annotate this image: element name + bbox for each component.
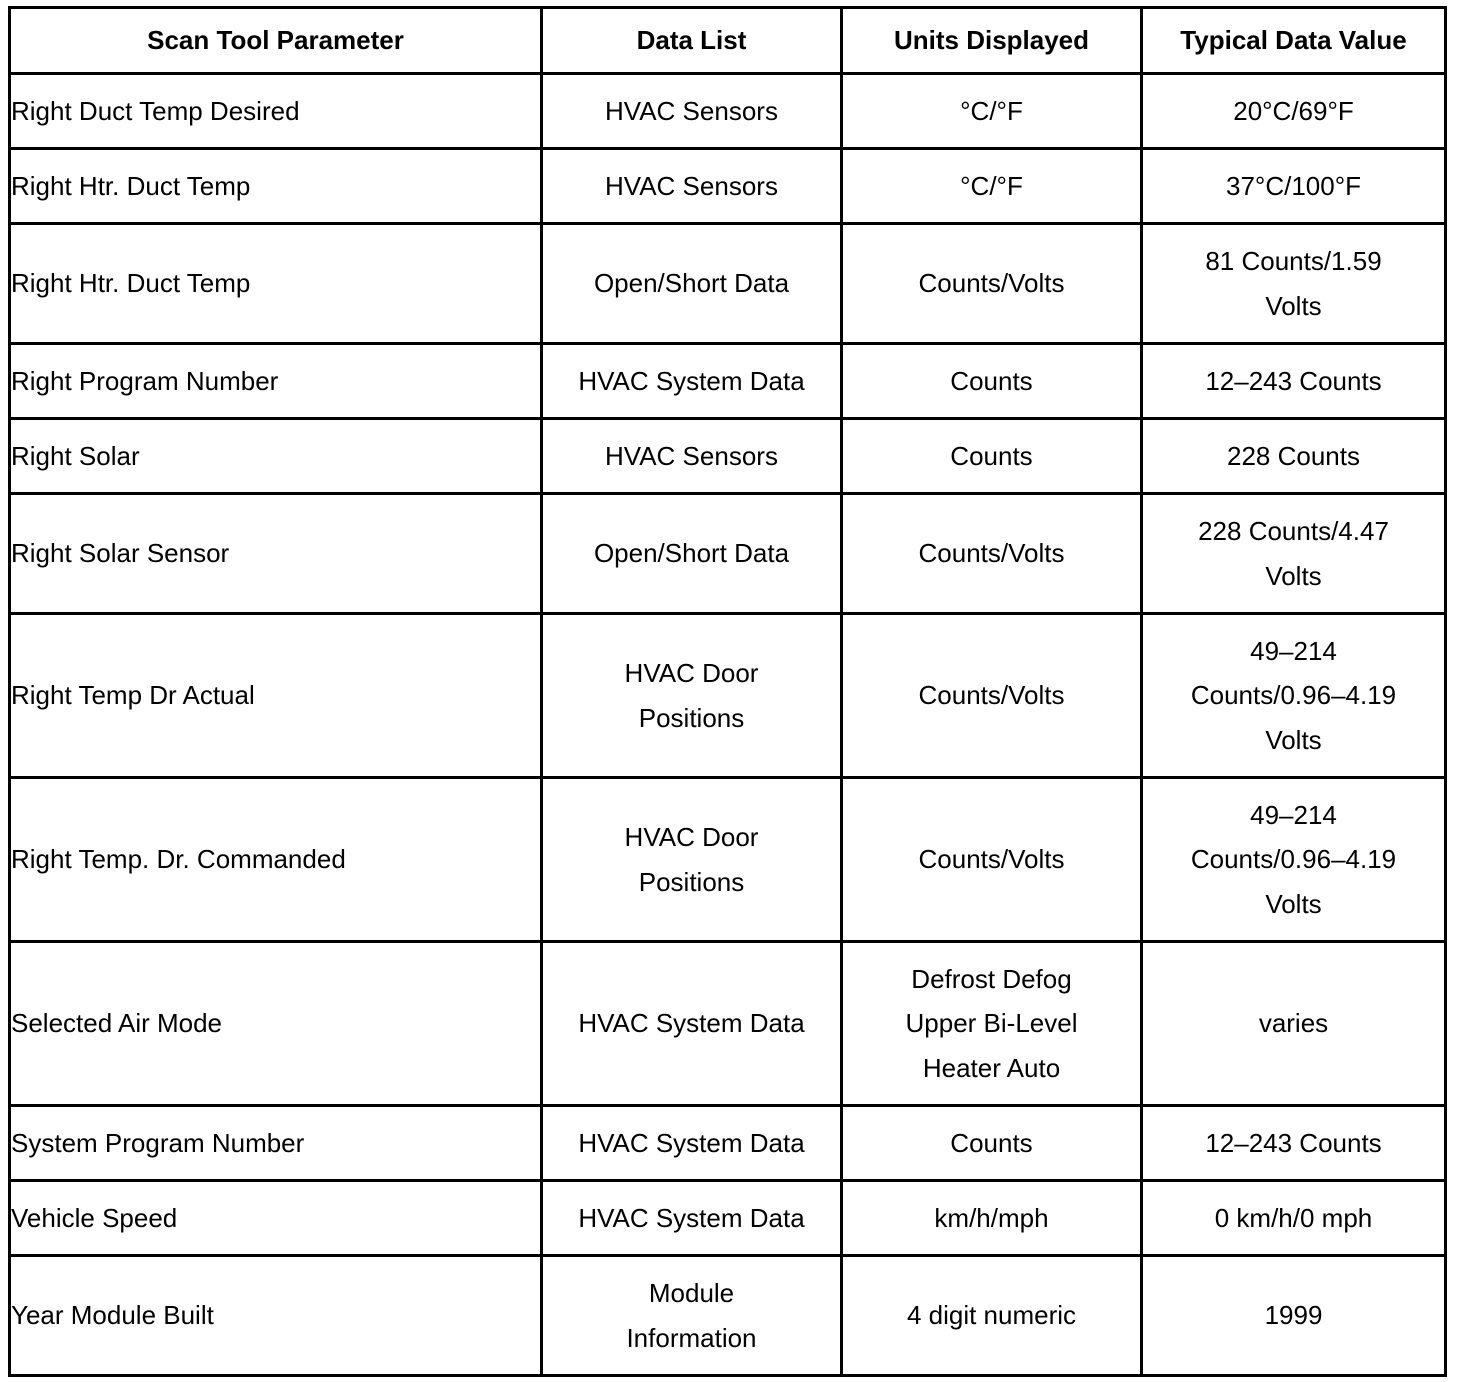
cell-data-list: HVAC Sensors: [542, 74, 842, 149]
cell-parameter: Vehicle Speed: [10, 1181, 542, 1256]
cell-value: [1142, 494, 1446, 614]
cell-units: Counts/Volts: [842, 614, 1142, 778]
cell-value: [1142, 614, 1446, 778]
table-row: [10, 778, 1446, 942]
cell-value: varies: [1142, 942, 1446, 1106]
cell-value: 20°C/69°F: [1142, 74, 1446, 149]
cell-units: Counts: [842, 419, 1142, 494]
cell-units: Counts/Volts: [842, 224, 1142, 344]
cell-parameter: Right Temp Dr Actual: [10, 614, 542, 778]
header-row: [10, 8, 1446, 74]
cell-parameter: System Program Number: [10, 1106, 542, 1181]
cell-parameter: Right Htr. Duct Temp: [10, 149, 542, 224]
cell-value-text: 228 Counts/4.47 Volts: [1198, 516, 1389, 591]
cell-data-list: HVAC Sensors: [542, 419, 842, 494]
cell-data-list: HVAC System Data: [542, 942, 842, 1106]
table-row: [10, 614, 1446, 778]
table-row: [10, 1181, 1446, 1256]
cell-data-list: Open/Short Data: [542, 494, 842, 614]
cell-value: 12–243 Counts: [1142, 344, 1446, 419]
cell-data-list: HVAC Sensors: [542, 149, 842, 224]
cell-parameter: Right Solar: [10, 419, 542, 494]
cell-data-list: [542, 614, 842, 778]
table-container: [8, 6, 1447, 1377]
cell-value-text: 49–214 Counts/0.96–4.19 Volts: [1190, 799, 1397, 919]
cell-data-list: Open/Short Data: [542, 224, 842, 344]
cell-value: 37°C/100°F: [1142, 149, 1446, 224]
table-row: [10, 344, 1446, 419]
header-units-displayed: Units Displayed: [842, 8, 1142, 74]
cell-data-list: [542, 1256, 842, 1376]
header-data-list: Data List: [542, 8, 842, 74]
cell-value: 1999: [1142, 1256, 1446, 1376]
cell-units: Counts: [842, 1106, 1142, 1181]
cell-parameter: Right Temp. Dr. Commanded: [10, 778, 542, 942]
cell-data-list: HVAC System Data: [542, 344, 842, 419]
cell-data-list: HVAC System Data: [542, 1181, 842, 1256]
cell-value-text: 49–214 Counts/0.96–4.19 Volts: [1190, 635, 1397, 755]
cell-value-text: 81 Counts/1.59 Volts: [1205, 246, 1382, 321]
table-row: [10, 224, 1446, 344]
cell-parameter: Right Program Number: [10, 344, 542, 419]
cell-units: Counts: [842, 344, 1142, 419]
cell-parameter: Right Solar Sensor: [10, 494, 542, 614]
cell-parameter: Right Duct Temp Desired: [10, 74, 542, 149]
cell-data-list-text: HVAC Door Positions: [624, 822, 759, 897]
header-scan-tool-parameter: Scan Tool Parameter: [10, 8, 542, 74]
cell-parameter: Right Htr. Duct Temp: [10, 224, 542, 344]
cell-value: 0 km/h/0 mph: [1142, 1181, 1446, 1256]
table-row: [10, 74, 1446, 149]
cell-units: Counts/Volts: [842, 494, 1142, 614]
cell-data-list-text: HVAC Door Positions: [624, 658, 759, 733]
cell-units-text: Defrost Defog Upper Bi-Level Heater Auto: [905, 963, 1078, 1083]
cell-value: [1142, 778, 1446, 942]
cell-value: [1142, 224, 1446, 344]
cell-units: 4 digit numeric: [842, 1256, 1142, 1376]
cell-data-list: [542, 778, 842, 942]
cell-value: 12–243 Counts: [1142, 1106, 1446, 1181]
cell-value: 228 Counts: [1142, 419, 1446, 494]
scan-tool-data-table: [8, 6, 1447, 1377]
table-row: [10, 942, 1446, 1106]
cell-units: Counts/Volts: [842, 778, 1142, 942]
cell-units: [842, 942, 1142, 1106]
cell-parameter: Year Module Built: [10, 1256, 542, 1376]
table-row: [10, 149, 1446, 224]
cell-data-list: HVAC System Data: [542, 1106, 842, 1181]
cell-units: km/h/mph: [842, 1181, 1142, 1256]
table-row: [10, 1106, 1446, 1181]
cell-parameter: Selected Air Mode: [10, 942, 542, 1106]
table-row: [10, 1256, 1446, 1376]
cell-units: °C/°F: [842, 74, 1142, 149]
header-typical-data-value: Typical Data Value: [1142, 8, 1446, 74]
table-row: [10, 419, 1446, 494]
table-row: [10, 494, 1446, 614]
cell-units: °C/°F: [842, 149, 1142, 224]
cell-data-list-text: Module Information: [626, 1278, 757, 1353]
